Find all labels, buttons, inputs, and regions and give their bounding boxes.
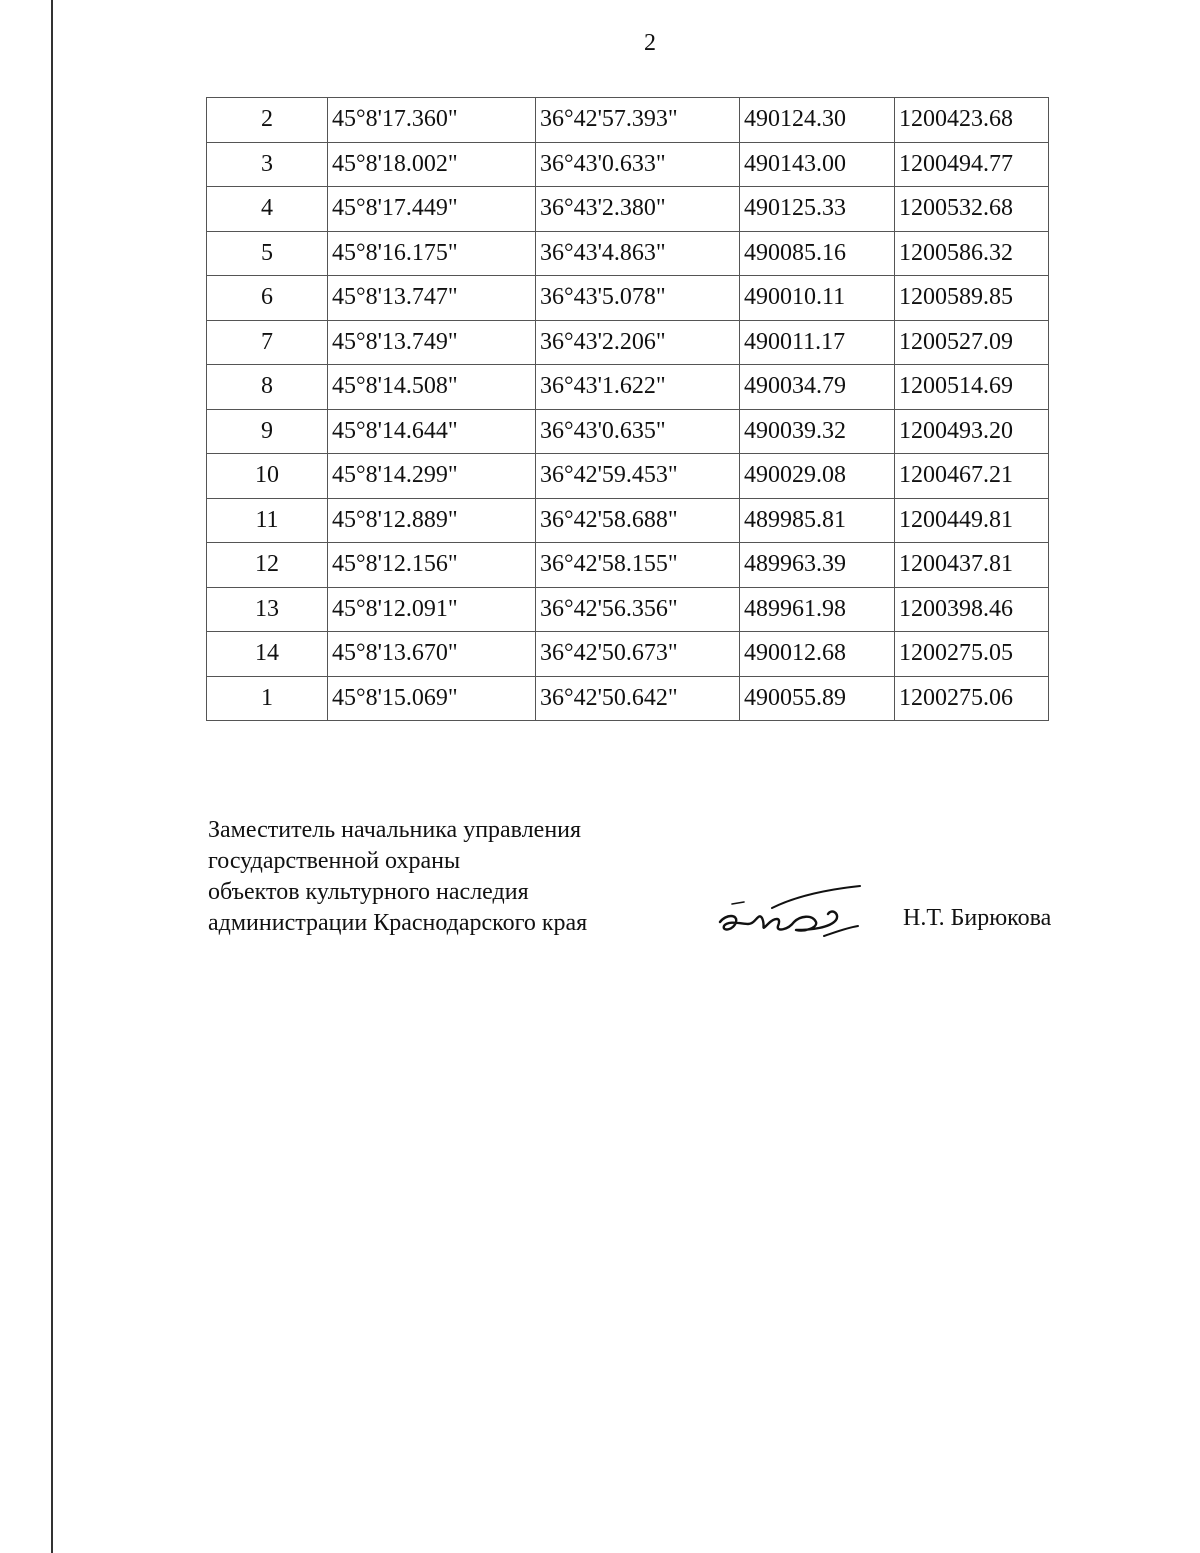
table-row: [207, 543, 1049, 588]
cell-point-number: 14: [207, 632, 328, 677]
cell-point-number: 6: [207, 276, 328, 321]
signer-name: Н.Т. Бирюкова: [903, 905, 1052, 931]
cell-y-coordinate: 1200398.46: [895, 587, 1049, 632]
cell-longitude: 36°43'0.633": [536, 142, 740, 187]
cell-latitude: 45°8'15.069": [328, 676, 536, 721]
cell-latitude: 45°8'13.749": [328, 320, 536, 365]
cell-longitude: 36°43'2.380": [536, 187, 740, 232]
cell-longitude: 36°42'56.356": [536, 587, 740, 632]
cell-y-coordinate: 1200437.81: [895, 543, 1049, 588]
cell-x-coordinate: 490029.08: [740, 454, 895, 499]
cell-x-coordinate: 490011.17: [740, 320, 895, 365]
cell-point-number: 9: [207, 409, 328, 454]
table-row: [207, 98, 1049, 143]
table-row: [207, 231, 1049, 276]
cell-x-coordinate: 490039.32: [740, 409, 895, 454]
cell-longitude: 36°43'5.078": [536, 276, 740, 321]
position-line: администрации Краснодарского края: [208, 910, 588, 936]
cell-point-number: 4: [207, 187, 328, 232]
cell-latitude: 45°8'18.002": [328, 142, 536, 187]
table-row: [207, 320, 1049, 365]
cell-latitude: 45°8'17.449": [328, 187, 536, 232]
table-row: [207, 498, 1049, 543]
cell-point-number: 1: [207, 676, 328, 721]
cell-x-coordinate: 489985.81: [740, 498, 895, 543]
scan-margin-line: [51, 0, 53, 1553]
cell-y-coordinate: 1200589.85: [895, 276, 1049, 321]
cell-point-number: 2: [207, 98, 328, 143]
cell-longitude: 36°42'50.673": [536, 632, 740, 677]
table-row: [207, 587, 1049, 632]
cell-longitude: 36°42'50.642": [536, 676, 740, 721]
cell-point-number: 7: [207, 320, 328, 365]
cell-y-coordinate: 1200493.20: [895, 409, 1049, 454]
cell-latitude: 45°8'13.670": [328, 632, 536, 677]
position-line: Заместитель начальника управления: [208, 817, 582, 843]
cell-y-coordinate: 1200449.81: [895, 498, 1049, 543]
coordinates-table-body: [207, 98, 1049, 721]
cell-x-coordinate: 490012.68: [740, 632, 895, 677]
cell-latitude: 45°8'12.156": [328, 543, 536, 588]
cell-latitude: 45°8'14.299": [328, 454, 536, 499]
cell-point-number: 10: [207, 454, 328, 499]
table-row: [207, 632, 1049, 677]
cell-y-coordinate: 1200527.09: [895, 320, 1049, 365]
table-row: [207, 276, 1049, 321]
cell-longitude: 36°42'57.393": [536, 98, 740, 143]
table-row: [207, 454, 1049, 499]
cell-longitude: 36°43'1.622": [536, 365, 740, 410]
table-row: [207, 365, 1049, 410]
cell-latitude: 45°8'16.175": [328, 231, 536, 276]
cell-longitude: 36°43'4.863": [536, 231, 740, 276]
handwritten-signature: [712, 880, 872, 950]
cell-latitude: 45°8'17.360": [328, 98, 536, 143]
cell-longitude: 36°42'58.688": [536, 498, 740, 543]
cell-x-coordinate: 490010.11: [740, 276, 895, 321]
cell-longitude: 36°42'59.453": [536, 454, 740, 499]
cell-point-number: 12: [207, 543, 328, 588]
position-line: объектов культурного наследия: [208, 879, 529, 905]
table-row: [207, 676, 1049, 721]
cell-point-number: 3: [207, 142, 328, 187]
cell-latitude: 45°8'12.889": [328, 498, 536, 543]
cell-x-coordinate: 489961.98: [740, 587, 895, 632]
cell-y-coordinate: 1200423.68: [895, 98, 1049, 143]
page-number: 2: [644, 30, 656, 56]
table-row: [207, 409, 1049, 454]
cell-x-coordinate: 490125.33: [740, 187, 895, 232]
signatory-position: [208, 815, 587, 939]
cell-y-coordinate: 1200275.05: [895, 632, 1049, 677]
cell-point-number: 11: [207, 498, 328, 543]
cell-point-number: 5: [207, 231, 328, 276]
cell-latitude: 45°8'14.644": [328, 409, 536, 454]
cell-y-coordinate: 1200275.06: [895, 676, 1049, 721]
cell-y-coordinate: 1200467.21: [895, 454, 1049, 499]
cell-y-coordinate: 1200532.68: [895, 187, 1049, 232]
coordinates-table: [206, 97, 1049, 721]
position-line: государственной охраны: [208, 848, 461, 874]
cell-latitude: 45°8'13.747": [328, 276, 536, 321]
cell-point-number: 8: [207, 365, 328, 410]
cell-longitude: 36°42'58.155": [536, 543, 740, 588]
cell-x-coordinate: 490055.89: [740, 676, 895, 721]
cell-point-number: 13: [207, 587, 328, 632]
table-row: [207, 142, 1049, 187]
cell-x-coordinate: 490085.16: [740, 231, 895, 276]
cell-latitude: 45°8'14.508": [328, 365, 536, 410]
cell-latitude: 45°8'12.091": [328, 587, 536, 632]
table-row: [207, 187, 1049, 232]
cell-y-coordinate: 1200494.77: [895, 142, 1049, 187]
cell-x-coordinate: 490143.00: [740, 142, 895, 187]
cell-y-coordinate: 1200514.69: [895, 365, 1049, 410]
cell-y-coordinate: 1200586.32: [895, 231, 1049, 276]
cell-x-coordinate: 490124.30: [740, 98, 895, 143]
cell-x-coordinate: 489963.39: [740, 543, 895, 588]
cell-longitude: 36°43'0.635": [536, 409, 740, 454]
cell-x-coordinate: 490034.79: [740, 365, 895, 410]
cell-longitude: 36°43'2.206": [536, 320, 740, 365]
